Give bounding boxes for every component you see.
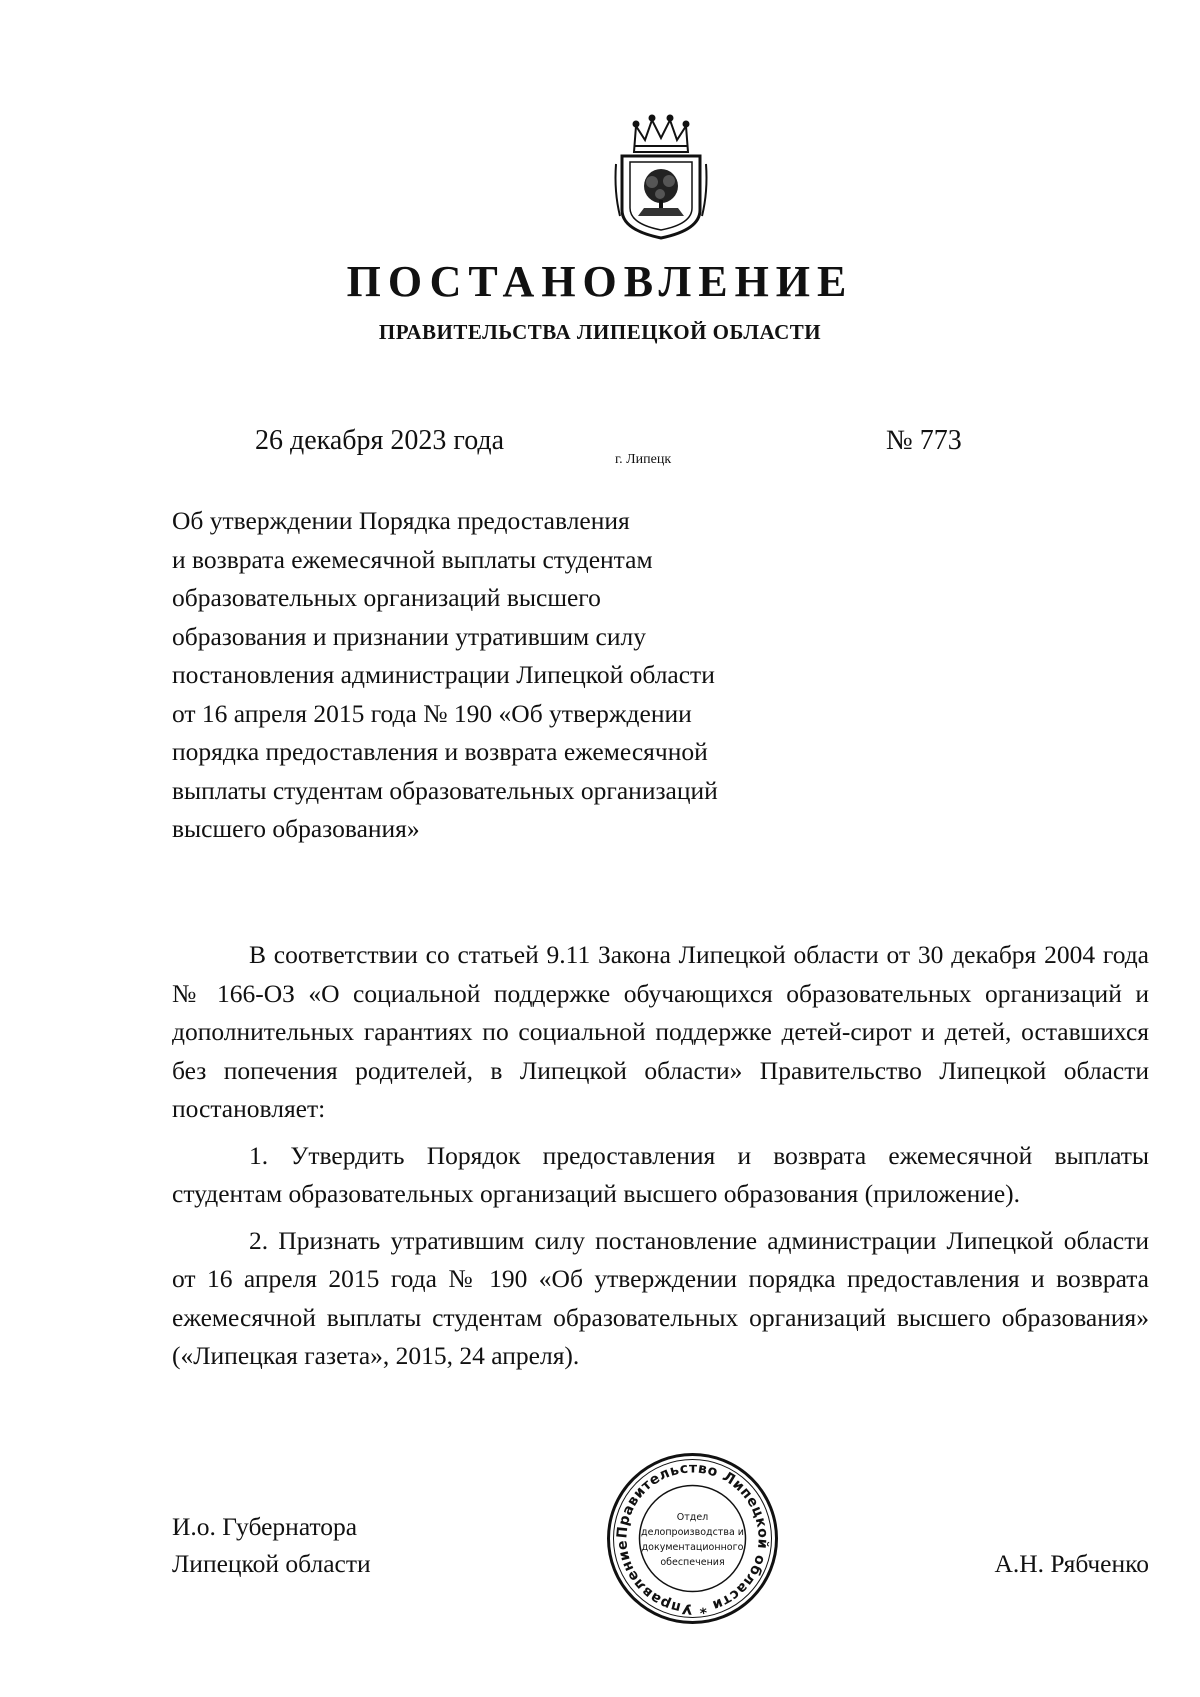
title-line: постановления администрации Липецкой области (172, 660, 715, 689)
title-line: образования и признании утратившим силу (172, 621, 646, 651)
document-title (172, 502, 812, 849)
title-line: и возврата ежемесячной выплаты студентам (172, 544, 653, 574)
item-2-paragraph: 2. Признать утратившим силу постановление администрации Липецкой области от 16 апреля 2015 года № 190 «Об утверждении порядка предоставления и возврата ежемесячной выплаты студентам образовательных организаций высшего образования» («Липецкая газета», 2015, 24 апреля). (172, 1225, 1149, 1370)
signer-position-line: И.о. Губернатора (172, 1512, 358, 1541)
stamp-inner-line: обеспечения (660, 1557, 725, 1568)
item-1-paragraph: 1. Утвердить Порядок предоставления и возврата ежемесячной выплаты студентам образовательных организаций высшего образования (приложение). (172, 1140, 1149, 1208)
stamp-inner-line: Отдел (676, 1512, 709, 1523)
coat-of-arms-icon (612, 112, 710, 242)
document-city: г. Липецк (615, 452, 672, 467)
stamp-inner-line: документационного (641, 1542, 744, 1553)
signer-name: А.Н. Рябченко (994, 1549, 1149, 1578)
title-line: Об утверждении Порядка предоставления (172, 506, 630, 535)
document-date: 26 декабря 2023 года (255, 425, 505, 456)
title-line: высшего образования» (172, 814, 420, 843)
document-number: № 773 (886, 425, 962, 456)
title-line: порядка предоставления и возврата ежемесячной (172, 737, 708, 766)
signer-position-line: Липецкой области (172, 1549, 371, 1578)
signer-position (172, 1508, 371, 1582)
preamble-paragraph: В соответствии со статьей 9.11 Закона Липецкой области от 30 декабря 2004 года № 166-ОЗ «О социальной поддержке обучающихся образовательных организаций и дополнительных гарантиях по социальной поддержке детей-сирот и детей, оставшихся без попечения родителей, в Липецкой области» Правительство Липецкой области постановляет: (172, 940, 1149, 1123)
issuer-heading: ПРАВИТЕЛЬСТВА ЛИПЕЦКОЙ ОБЛАСТИ (378, 320, 822, 344)
title-line: от 16 апреля 2015 года № 190 «Об утверждении (172, 698, 692, 728)
title-line: образовательных организаций высшего (172, 583, 601, 612)
title-line: выплаты студентам образовательных организаций (172, 775, 718, 805)
stamp-inner-line: делопроизводства и (641, 1527, 744, 1538)
stamp-outer-text: Правительство Липецкой области * Управление (614, 1460, 771, 1617)
document-type-heading: ПОСТАНОВЛЕНИЕ (346, 257, 854, 306)
document-body (172, 936, 1149, 1376)
official-stamp-icon (605, 1451, 780, 1626)
